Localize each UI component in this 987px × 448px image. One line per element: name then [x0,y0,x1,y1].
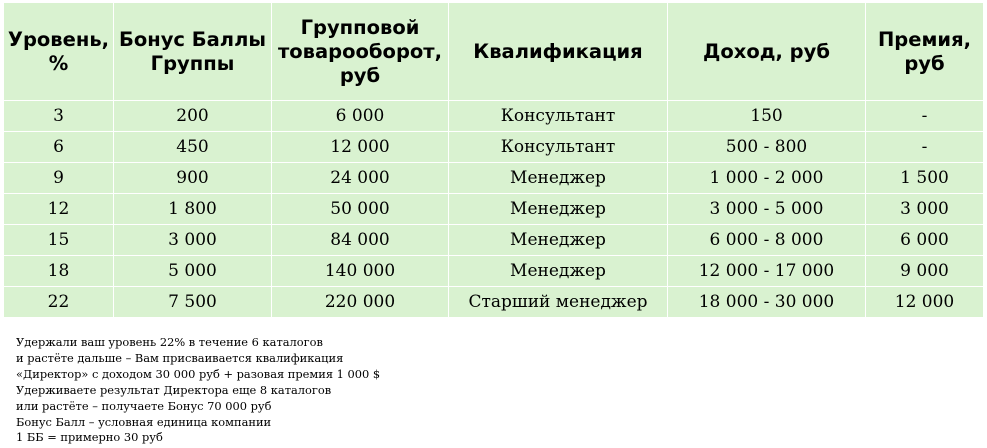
cell-qualification: Консультант [449,101,668,132]
cell-qualification: Менеджер [449,163,668,194]
cell-level: 9 [4,163,114,194]
cell-bonus: 3 000 [866,194,984,225]
cell-income: 18 000 - 30 000 [668,287,866,318]
cell-bonus: - [866,132,984,163]
header-group-turnover: Групповой товарооборот, руб [272,3,449,101]
cell-income: 6 000 - 8 000 [668,225,866,256]
cell-turnover: 84 000 [272,225,449,256]
header-group-bonus-points: Бонус Баллы Группы [114,3,272,101]
table-row [4,287,984,318]
footnote-line: 1 ББ = примерно 30 руб [16,430,163,445]
cell-bonus-points: 7 500 [114,287,272,318]
qualification-table [3,2,984,318]
header-income: Доход, руб [668,3,866,101]
cell-turnover: 12 000 [272,132,449,163]
cell-level: 12 [4,194,114,225]
header-qualification: Квалификация [449,3,668,101]
footnotes [16,335,380,446]
header-bonus: Премия, руб [866,3,984,101]
cell-income: 12 000 - 17 000 [668,256,866,287]
cell-turnover: 6 000 [272,101,449,132]
cell-bonus: - [866,101,984,132]
cell-turnover: 24 000 [272,163,449,194]
table-row [4,225,984,256]
cell-bonus-points: 900 [114,163,272,194]
footnote-line: Удержали ваш уровень 22% в течение 6 каталогов [16,335,323,349]
cell-bonus-points: 5 000 [114,256,272,287]
cell-income: 150 [668,101,866,132]
footnote-line: «Директор» с доходом 30 000 руб + разовая премия 1 000 $ [16,366,381,381]
table-row [4,101,984,132]
cell-turnover: 140 000 [272,256,449,287]
cell-turnover: 50 000 [272,194,449,225]
cell-level: 3 [4,101,114,132]
cell-qualification: Менеджер [449,256,668,287]
cell-qualification: Менеджер [449,194,668,225]
table-row [4,163,984,194]
cell-bonus-points: 450 [114,132,272,163]
footnote-line: или растёте – получаете Бонус 70 000 руб [16,398,272,413]
footnote-line: Удерживаете результат Директора еще 8 каталогов [16,382,332,397]
table-row [4,256,984,287]
cell-income: 3 000 - 5 000 [668,194,866,225]
cell-bonus: 12 000 [866,287,984,318]
cell-level: 22 [4,287,114,318]
cell-bonus-points: 3 000 [114,225,272,256]
cell-qualification: Консультант [449,132,668,163]
cell-bonus-points: 200 [114,101,272,132]
cell-bonus: 9 000 [866,256,984,287]
header-level: Уровень, % [4,3,114,101]
cell-level: 15 [4,225,114,256]
table-header-row [4,3,984,101]
cell-level: 18 [4,256,114,287]
cell-income: 1 000 - 2 000 [668,163,866,194]
cell-qualification: Старший менеджер [449,287,668,318]
footnote-line: и растёте дальше – Вам присваивается квалификация [16,350,344,365]
cell-bonus: 6 000 [866,225,984,256]
footnote-line: Бонус Балл – условная единица компании [16,414,272,429]
cell-bonus-points: 1 800 [114,194,272,225]
cell-qualification: Менеджер [449,225,668,256]
qualification-table-container [3,2,983,318]
cell-level: 6 [4,132,114,163]
cell-bonus: 1 500 [866,163,984,194]
cell-turnover: 220 000 [272,287,449,318]
table-row [4,132,984,163]
table-row [4,194,984,225]
cell-income: 500 - 800 [668,132,866,163]
